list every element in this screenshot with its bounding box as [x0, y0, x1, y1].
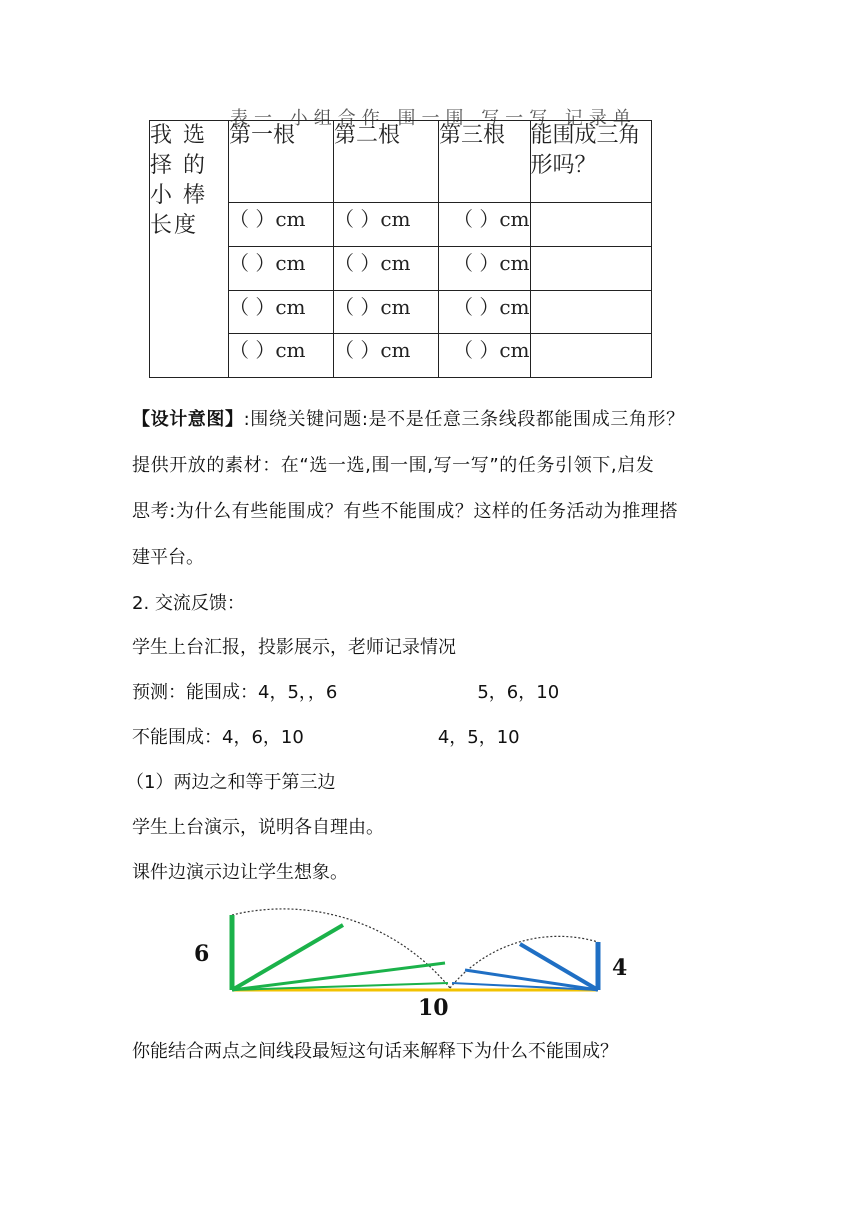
prediction-can-form-b: 5，6，10	[477, 682, 560, 703]
length-cell[interactable]: （ ）cm	[439, 334, 531, 378]
design-intent-label: 【设计意图】	[132, 409, 244, 430]
length-cell[interactable]: （ ）cm	[229, 290, 334, 334]
length-cell[interactable]: （ ）cm	[229, 203, 334, 247]
answer-cell[interactable]	[530, 246, 651, 290]
header-can-form-triangle	[530, 121, 651, 203]
length-cell[interactable]: （ ）cm	[334, 203, 439, 247]
design-intent-line-1: 【设计意图】:围绕关键问题:是不是任意三条线段都能围成三角形？	[132, 409, 685, 430]
header-second-stick: 第二根	[334, 121, 439, 203]
side-label-line: 长度	[150, 213, 199, 238]
case-1-heading: （1）两边之和等于第三边	[126, 772, 336, 793]
cropped-table-title: 表一 小组合作 围一围 写一写 记录单	[230, 108, 637, 129]
demo-line: 学生上台演示，说明各自理由。	[132, 817, 384, 838]
length-cell[interactable]: （ ）cm	[229, 246, 334, 290]
length-cell[interactable]: （ ）cm	[334, 334, 439, 378]
design-intent-line-4: 建平台。	[132, 547, 204, 568]
side-label-line: 小 棒	[150, 183, 207, 208]
length-cell[interactable]: （ ）cm	[439, 290, 531, 334]
header-first-stick: 第一根	[229, 121, 334, 203]
label-6: 6	[194, 941, 210, 967]
header-line: 形吗？	[530, 153, 597, 178]
question-line: 你能结合两点之间线段最短这句话来解释下为什么不能围成？	[132, 1041, 618, 1062]
prediction-cannot-form: 不能围成：4，6，10	[132, 727, 304, 748]
length-cell[interactable]: （ ）cm	[439, 246, 531, 290]
design-intent-line-2: 提供开放的素材：在“选一选,围一围,写一写”的任务引领下,启发	[132, 455, 655, 476]
cannot-form-line	[132, 726, 732, 750]
answer-cell[interactable]	[530, 290, 651, 334]
prediction-cannot-form-b: 4，5，10	[437, 727, 520, 748]
length-cell[interactable]: （ ）cm	[334, 246, 439, 290]
section-title: 2. 交流反馈：	[132, 593, 245, 614]
prediction-line	[132, 681, 732, 705]
side-label-line: 我 选	[150, 123, 207, 148]
report-line: 学生上台汇报，投影展示，老师记录情况	[132, 637, 456, 658]
label-10: 10	[418, 995, 449, 1021]
record-table	[149, 120, 652, 378]
answer-cell[interactable]	[530, 334, 651, 378]
label-4: 4	[612, 955, 628, 981]
side-label-cell	[150, 121, 229, 378]
design-intent-line-3: 思考:为什么有些能围成？有些不能围成？这样的任务活动为推理搭	[132, 501, 679, 522]
header-third-stick: 第三根	[439, 121, 531, 203]
prediction-can-form: 预测：能围成：4，5，，6	[132, 682, 338, 703]
side-label-line: 择 的	[150, 153, 207, 178]
header-line: 能围成三角	[530, 123, 641, 148]
answer-cell[interactable]	[530, 203, 651, 247]
length-cell[interactable]: （ ）cm	[229, 334, 334, 378]
segment-rotation-diagram	[180, 905, 650, 1020]
green-segment-rotated	[232, 925, 343, 990]
length-cell[interactable]: （ ）cm	[334, 290, 439, 334]
courseware-line: 课件边演示边让学生想象。	[132, 862, 348, 883]
length-cell[interactable]: （ ）cm	[439, 203, 531, 247]
